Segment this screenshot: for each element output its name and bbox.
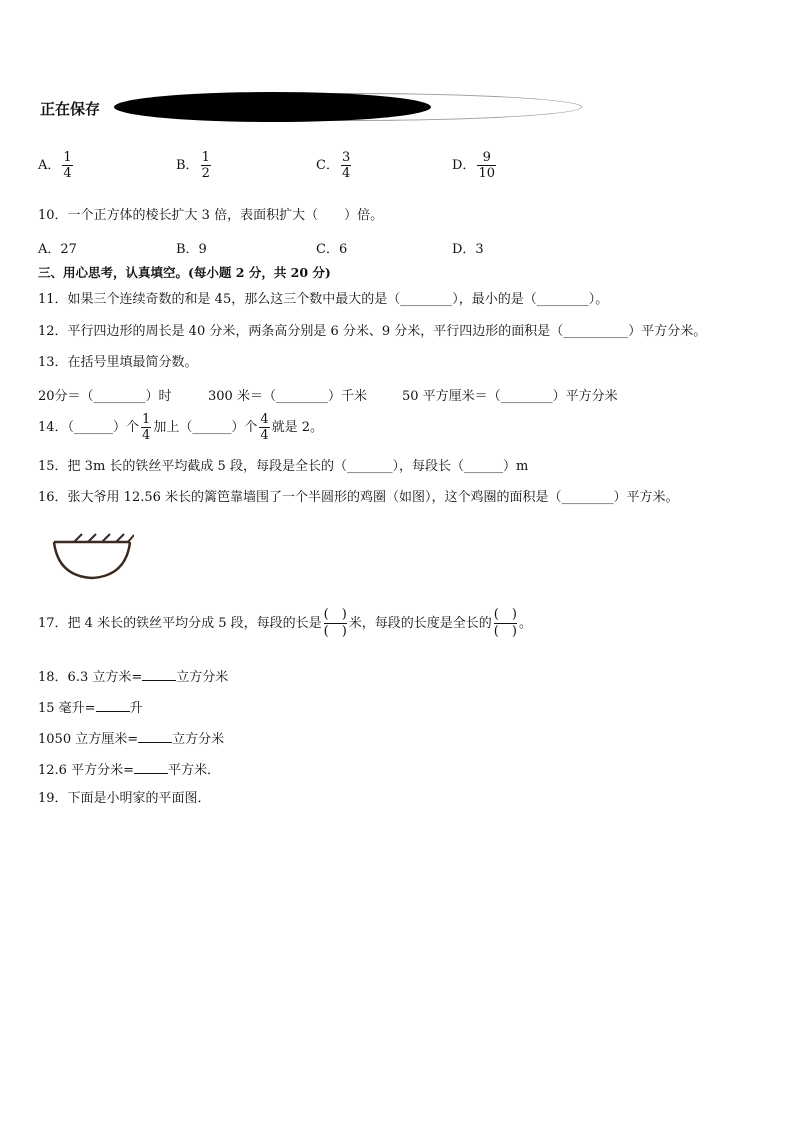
- answer-blank[interactable]: [134, 759, 168, 774]
- blank-fraction[interactable]: $\frac{( )}{( )}$: [493, 607, 517, 639]
- section-heading: 三、用心思考，认真填空。(每小题 2 分，共 20 分): [38, 265, 331, 280]
- answer-blank[interactable]: [138, 728, 172, 743]
- q9-option-d[interactable]: D． $\frac{9}{10}$: [452, 150, 495, 181]
- q18-line-2: 15 毫升= 升: [38, 697, 143, 718]
- q14: 14．（______）个 $\frac{1}{4}$ 加上（______）个 $\frac{4}{4}$ 就是 2。: [38, 412, 324, 443]
- answer-blank[interactable]: [142, 666, 176, 681]
- q13-stem: 13．在括号里填最简分数。: [38, 355, 198, 370]
- q18-line-4: 12.6 平方分米= 平方米．: [38, 759, 220, 780]
- fraction: $\frac{9}{10}$: [478, 150, 495, 181]
- q10-option-d[interactable]: D．3: [452, 242, 484, 257]
- q10-option-b[interactable]: B．9: [176, 242, 207, 257]
- fraction: $\frac{1}{2}$: [201, 150, 210, 181]
- q13-part-1: 20分＝（________）时: [38, 389, 172, 404]
- semicircle-coop-figure: [50, 528, 134, 582]
- q17: 17．把 4 米长的铁丝平均分成 5 段，每段的长是 $\frac{( )}{( )}$ 米，每段的长度是全长的 $\frac{( )}{( )}$ 。: [38, 607, 532, 639]
- q18-line-1: 18．6.3 立方米= 立方分米: [38, 666, 228, 687]
- q10-option-a[interactable]: A．27: [38, 242, 77, 257]
- q13-part-2: 300 米＝（________）千米: [208, 389, 367, 404]
- q12: 12．平行四边形的周长是 40 分米，两条高分别是 6 分米、9 分米，平行四边形的面积是（__________）平方分米。: [38, 324, 707, 339]
- q9-option-b[interactable]: B． $\frac{1}{2}$: [176, 150, 210, 181]
- q13-part-3: 50 平方厘米＝（________）平方分米: [402, 389, 618, 404]
- blank-fraction[interactable]: $\frac{( )}{( )}$: [323, 607, 347, 639]
- q19: 19．下面是小明家的平面图．: [38, 791, 211, 806]
- q10-option-c[interactable]: C．6: [316, 242, 348, 257]
- answer-blank[interactable]: [96, 697, 130, 712]
- fraction: $\frac{3}{4}$: [341, 150, 351, 181]
- q9-option-c[interactable]: C． $\frac{3}{4}$: [316, 150, 351, 181]
- q10-stem: 10．一个正方体的棱长扩大 3 倍，表面积扩大（ ）倍。: [38, 208, 384, 223]
- q16: 16．张大爷用 12.56 米长的篱笆靠墙围了一个半圆形的鸡圈（如图），这个鸡圈的面积是（________）平方米。: [38, 490, 679, 505]
- q9-option-a[interactable]: A． $\frac{1}{4}$: [38, 150, 72, 181]
- q18-line-3: 1050 立方厘米= 立方分米: [38, 728, 224, 749]
- progress-fill: [114, 92, 431, 122]
- fraction: $\frac{1}{4}$: [63, 150, 72, 181]
- saving-label: 正在保存: [40, 100, 101, 118]
- fraction: $\frac{1}{4}$: [142, 412, 151, 443]
- fraction: $\frac{4}{4}$: [260, 412, 269, 443]
- q11: 11．如果三个连续奇数的和是 45，那么这三个数中最大的是（________），最小的是（________）。: [38, 292, 609, 307]
- q15: 15．把 3m 长的铁丝平均截成 5 段，每段是全长的（_______），每段长（______）m: [38, 459, 529, 474]
